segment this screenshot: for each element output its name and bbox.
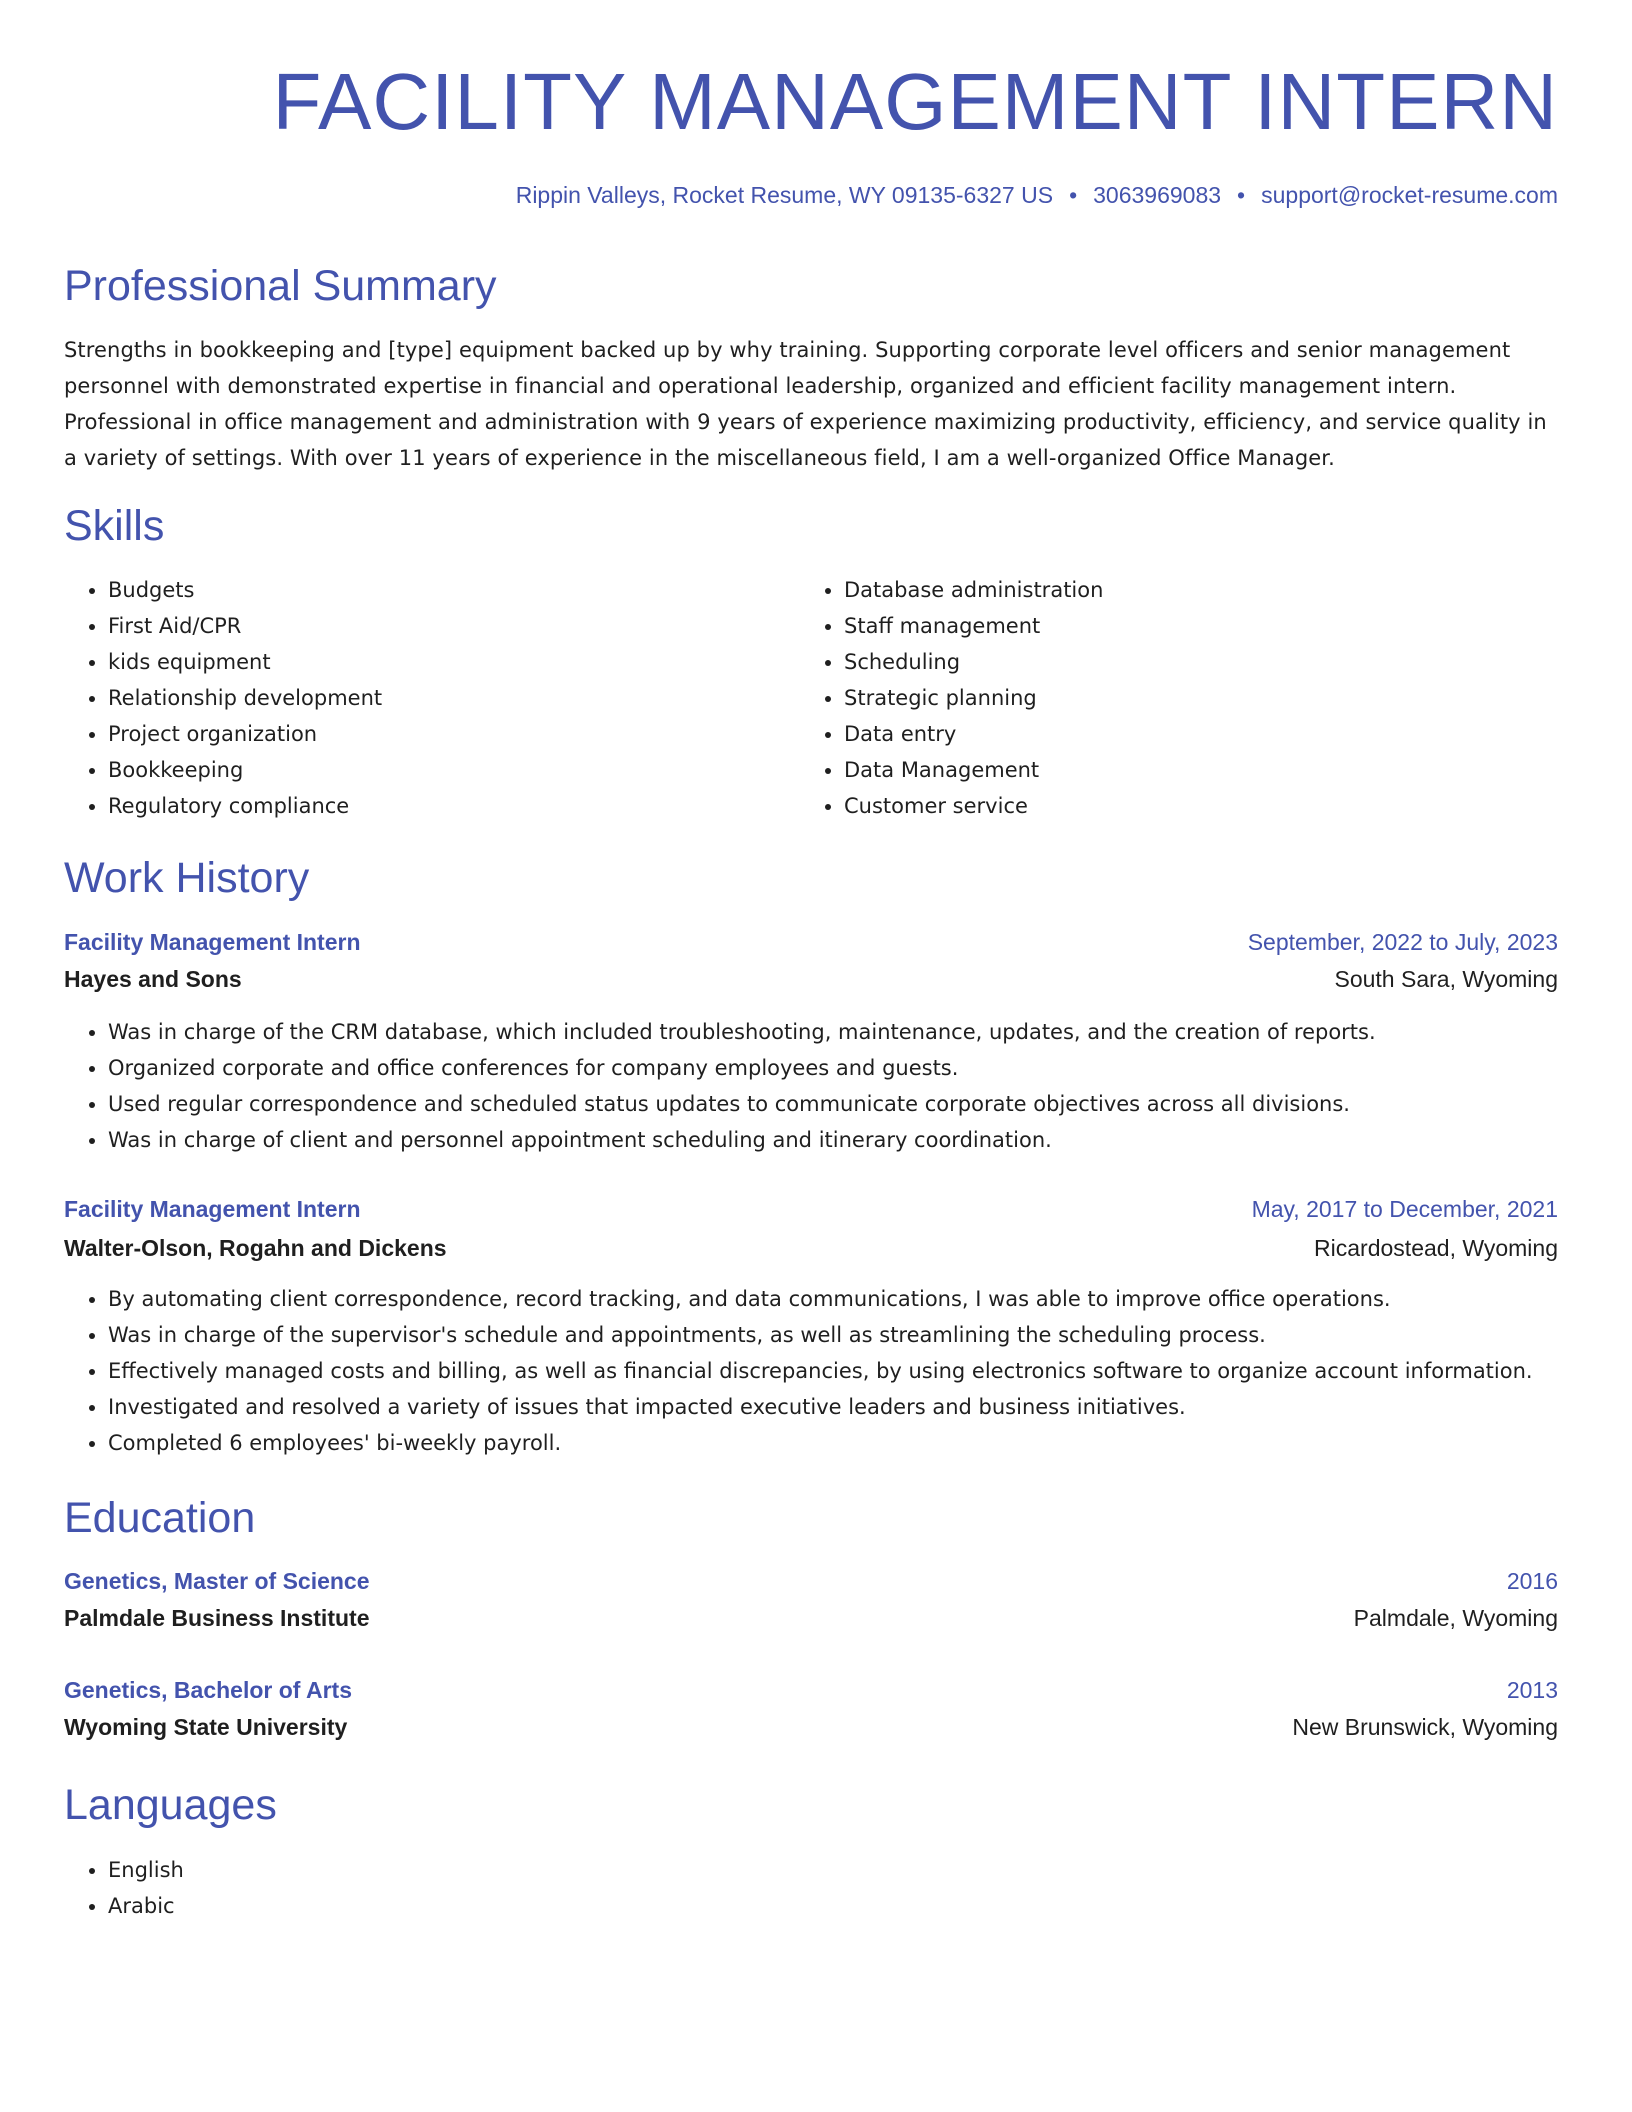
job-location: South Sara, Wyoming xyxy=(1334,966,1558,992)
job-bullet: • Used regular correspondence and scheduled status updates to communicate corporate objectives across all divisions. xyxy=(108,1086,1558,1122)
skill-item: • Customer service xyxy=(844,788,1544,824)
summary-heading: Professional Summary xyxy=(64,262,497,310)
summary-text: Strengths in bookkeeping and [type] equipment backed up by why training. Supporting corporate level officers and senior management personnel with demonstrated expertise in financial and operational leadership, organized and efficient facility management intern. Professional in office management and administration with 9 years of experience maximizing productivity, efficiency, and service quality in a variety of settings. With over 11 years of experience in the miscellaneous field, I am a well-organized Office Manager. xyxy=(64,338,1547,470)
education-location: Palmdale, Wyoming xyxy=(1353,1605,1558,1631)
job-company: Hayes and Sons xyxy=(64,966,242,992)
skill-item: • Staff management xyxy=(844,608,1544,644)
education-heading: Education xyxy=(64,1494,256,1542)
job-header xyxy=(64,927,1558,957)
job-title: Facility Management Intern xyxy=(64,1196,361,1222)
contact-line xyxy=(516,180,1558,210)
job-dates: September, 2022 to July, 2023 xyxy=(1247,929,1558,955)
contact-email: support@rocket-resume.com xyxy=(1261,182,1558,208)
contact-separator: • xyxy=(1069,182,1078,208)
skill-item: • First Aid/CPR xyxy=(108,608,788,644)
skill-item: • Bookkeeping xyxy=(108,752,788,788)
job-bullet: • Effectively managed costs and billing, as well as financial discrepancies, by using electronics software to organize account information. xyxy=(108,1353,1558,1389)
job-company-row xyxy=(64,964,1558,994)
job-bullet: • Was in charge of the CRM database, which included troubleshooting, maintenance, updates, and the creation of reports. xyxy=(108,1014,1558,1050)
language-item: • Arabic xyxy=(108,1888,708,1924)
education-header xyxy=(64,1675,1558,1705)
education-school-row xyxy=(64,1712,1558,1742)
education-year: 2016 xyxy=(1506,1568,1558,1594)
languages-heading: Languages xyxy=(64,1781,277,1829)
skill-item: • Relationship development xyxy=(108,680,788,716)
job-bullet: • Investigated and resolved a variety of issues that impacted executive leaders and business initiatives. xyxy=(108,1389,1558,1425)
languages-list xyxy=(64,1852,708,1924)
job-company-row xyxy=(64,1233,1558,1263)
skill-item: • Database administration xyxy=(844,572,1544,608)
job-bullet: • Was in charge of client and personnel appointment scheduling and itinerary coordination. xyxy=(108,1122,1558,1158)
job-dates: May, 2017 to December, 2021 xyxy=(1251,1196,1558,1222)
skills-list-left xyxy=(64,572,788,824)
candidate-name: FACILITY MANAGEMENT INTERN xyxy=(272,57,1558,146)
contact-address: Rippin Valleys, Rocket Resume, WY 09135-6327 US xyxy=(515,182,1054,208)
education-school: Palmdale Business Institute xyxy=(64,1605,370,1631)
resume-page xyxy=(64,0,1558,2112)
language-item: • English xyxy=(108,1852,708,1888)
education-school-row xyxy=(64,1603,1558,1633)
job-location: Ricardostead, Wyoming xyxy=(1314,1235,1558,1261)
contact-separator: • xyxy=(1237,182,1246,208)
education-location: New Brunswick, Wyoming xyxy=(1292,1714,1558,1740)
skill-item: • Scheduling xyxy=(844,644,1544,680)
job-bullet: • By automating client correspondence, record tracking, and data communications, I was able to improve office operations. xyxy=(108,1281,1558,1317)
work-heading: Work History xyxy=(64,854,310,902)
skill-item: • Regulatory compliance xyxy=(108,788,788,824)
skill-item: • Data entry xyxy=(844,716,1544,752)
education-degree: Genetics, Master of Science xyxy=(64,1568,370,1594)
skills-heading: Skills xyxy=(64,502,165,550)
job-company: Walter-Olson, Rogahn and Dickens xyxy=(64,1235,447,1261)
education-year: 2013 xyxy=(1506,1677,1558,1703)
job-title: Facility Management Intern xyxy=(64,929,361,955)
education-school: Wyoming State University xyxy=(64,1714,348,1740)
job-header xyxy=(64,1194,1558,1224)
job-bullets xyxy=(64,1281,1558,1461)
education-degree: Genetics, Bachelor of Arts xyxy=(64,1677,353,1703)
job-bullet: • Completed 6 employees' bi-weekly payroll. xyxy=(108,1425,1558,1461)
job-bullets xyxy=(64,1014,1558,1158)
skill-item: • Budgets xyxy=(108,572,788,608)
contact-phone: 3063969083 xyxy=(1093,182,1222,208)
job-bullet: • Was in charge of the supervisor's schedule and appointments, as well as streamlining the scheduling process. xyxy=(108,1317,1558,1353)
skill-item: • Data Management xyxy=(844,752,1544,788)
skill-item: • Project organization xyxy=(108,716,788,752)
skill-item: • Strategic planning xyxy=(844,680,1544,716)
skills-list-right xyxy=(800,572,1544,824)
education-header xyxy=(64,1566,1558,1596)
skill-item: • kids equipment xyxy=(108,644,788,680)
job-bullet: • Organized corporate and office conferences for company employees and guests. xyxy=(108,1050,1558,1086)
